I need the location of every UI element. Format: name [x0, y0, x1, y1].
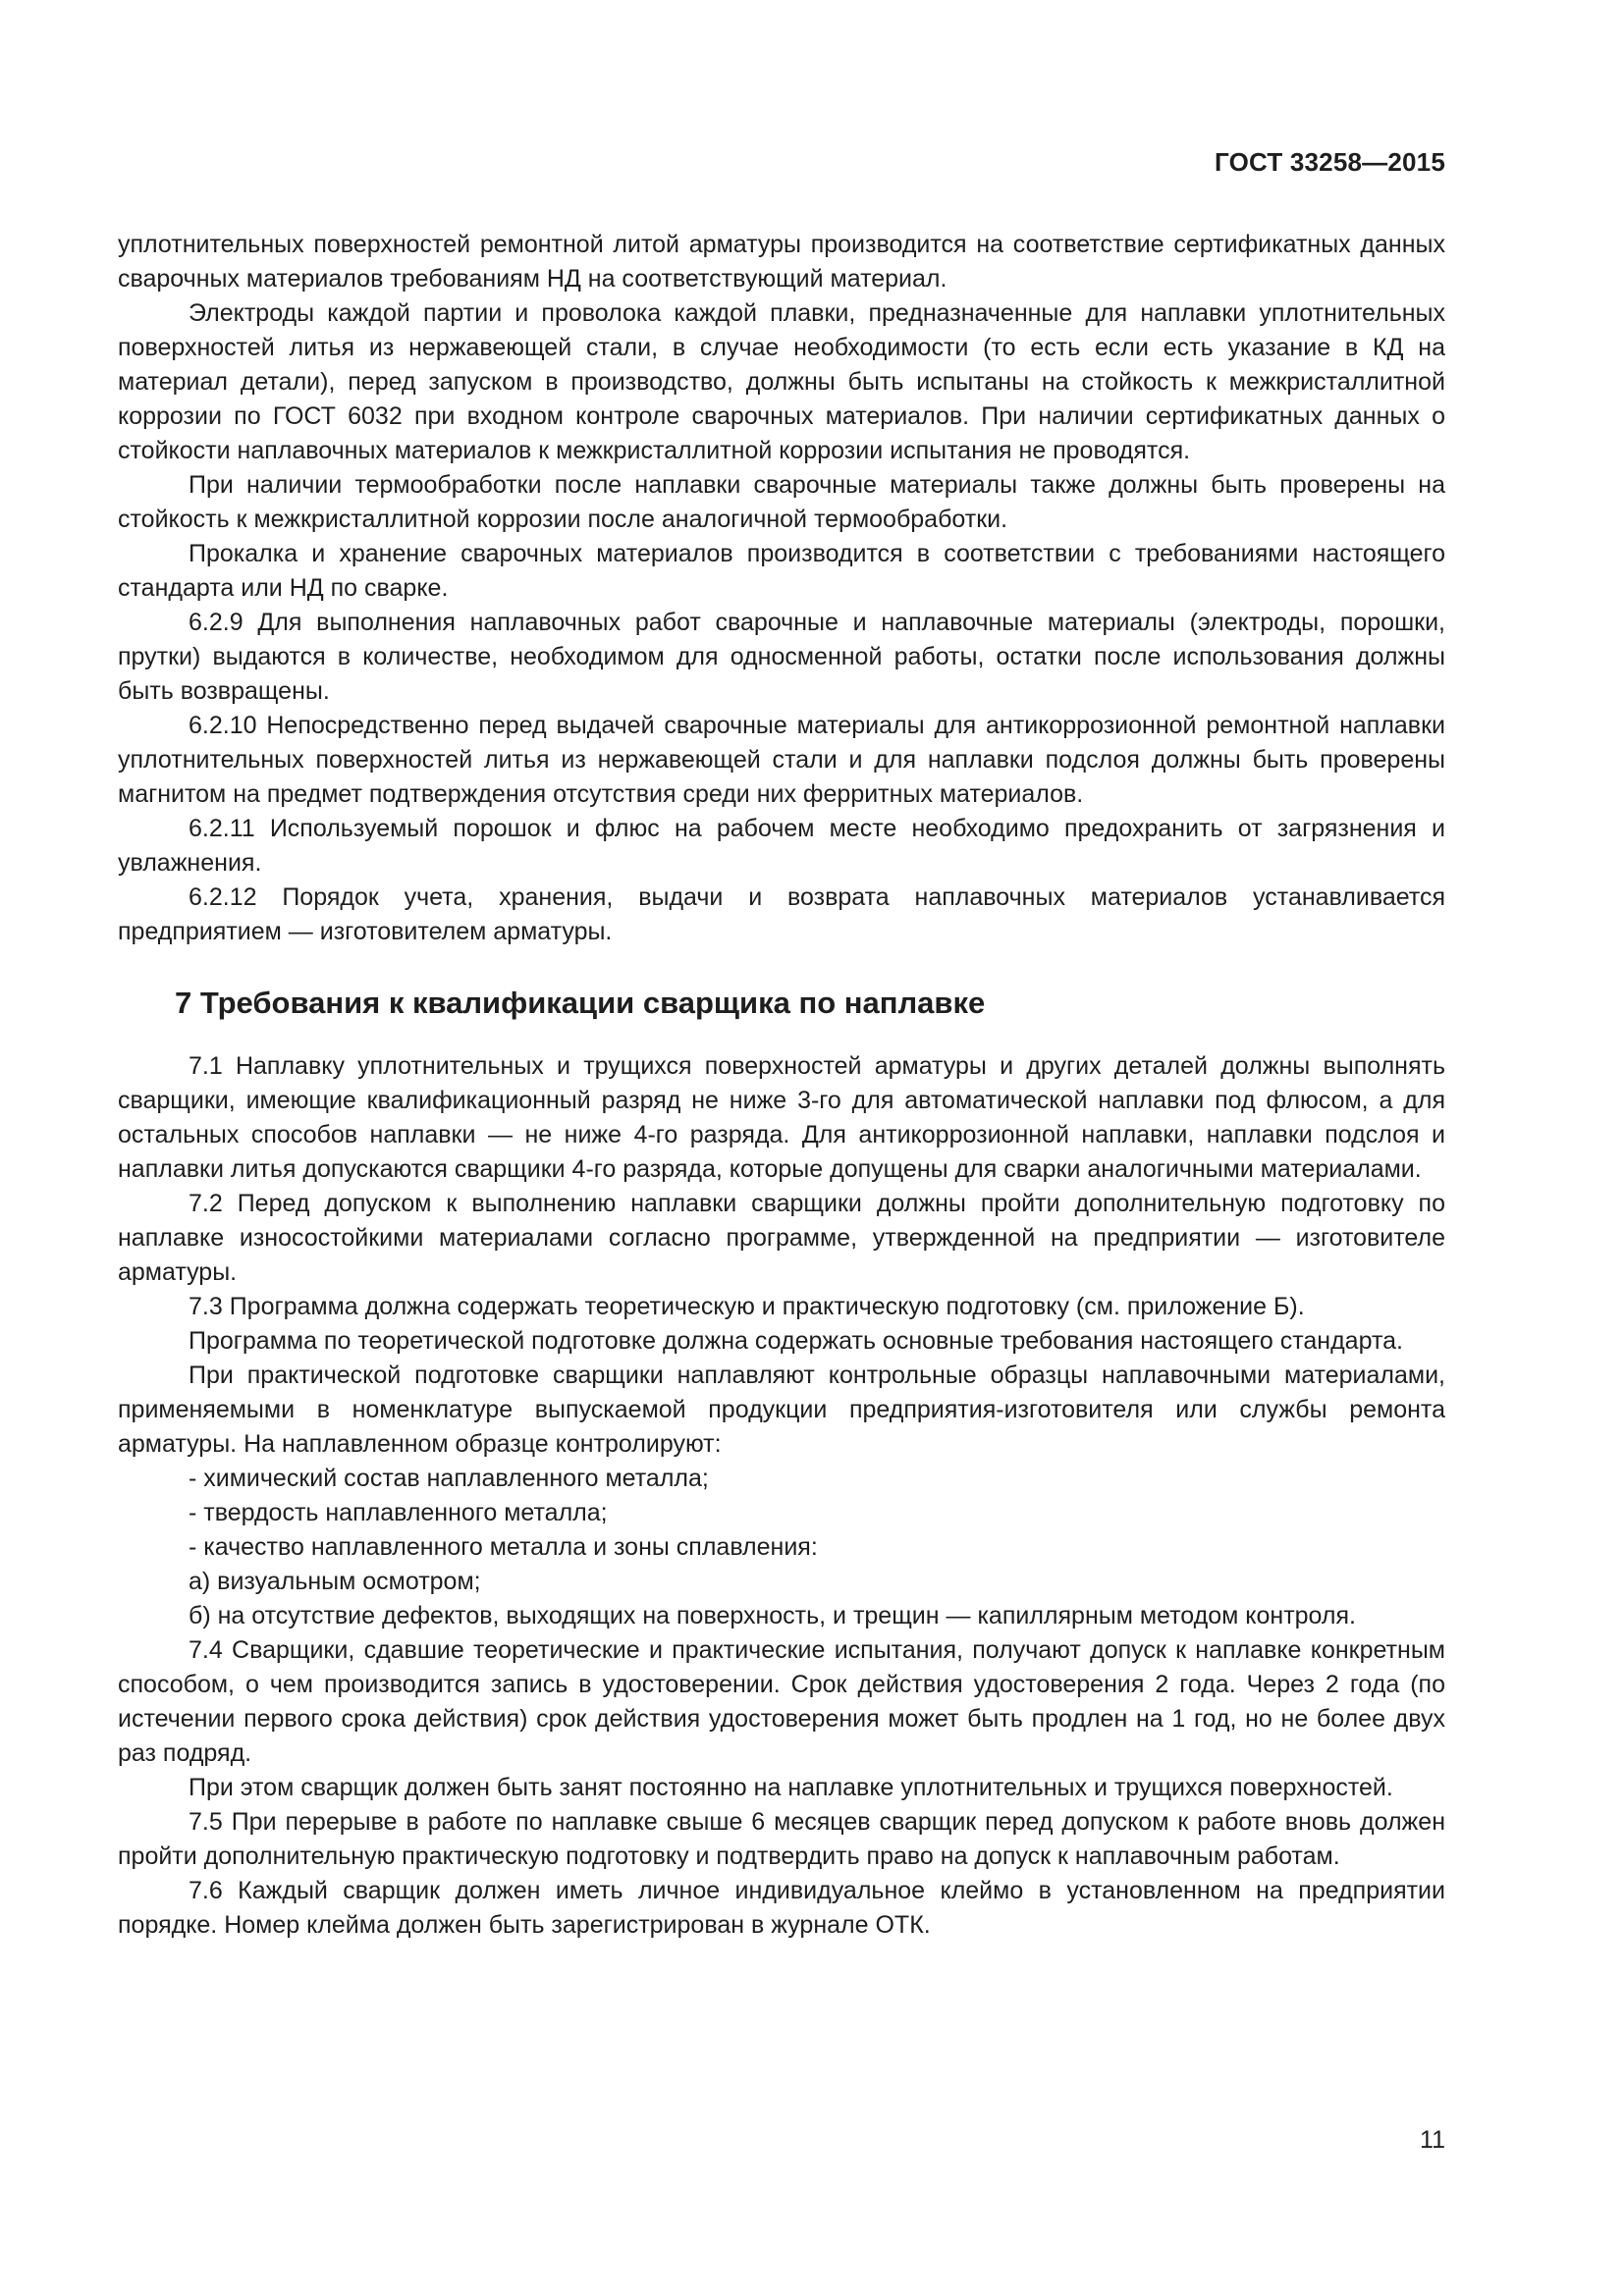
list-item-visual-inspection: а) визуальным осмотром; [189, 1568, 481, 1595]
clause-7-2: 7.2 Перед допуском к выполнению наплавки сварщики должны пройти дополнительную подготовку по наплавке износостойкими материалами согласно программе, утвержденной на предприятии — изготовителе арматуры. [118, 1190, 1445, 1286]
clause-7-3: 7.3 Программа должна содержать теоретическую и практическую подготовку (см. приложение Б). [189, 1293, 1305, 1320]
clause-7-1: 7.1 Наплавку уплотнительных и трущихся поверхностей арматуры и других деталей должны выполнять сварщики, имеющие квалификационный разряд не ниже 3-го для автоматической наплавки под флюсом, а для остальных способов наплавки — не ниже 4-го разряда. Для антикоррозионной наплавки, наплавки подслоя и наплавки литья допускаются сварщики 4-го разряда, которые допущены для сварки аналогичными материалами. [118, 1052, 1445, 1183]
clause-6-2-11: 6.2.11 Используемый порошок и флюс на рабочем месте необходимо предохранить от загрязнения и увлажнения. [118, 815, 1445, 877]
body-text [118, 228, 1445, 1943]
clause-7-6: 7.6 Каждый сварщик должен иметь личное индивидуальное клеймо в установленном на предприятии порядке. Номер клейма должен быть зарегистрирован в журнале ОТК. [118, 1877, 1445, 1939]
list-item-capillary-method: б) на отсутствие дефектов, выходящих на поверхность, и трещин — капиллярным методом контроля. [189, 1602, 1356, 1629]
page-number: 11 [1420, 2126, 1445, 2154]
list-item-chemical-composition: - химический состав наплавленного металла; [189, 1465, 709, 1492]
list-item-hardness: - твердость наплавленного металла; [189, 1499, 608, 1526]
paragraph-theory-program: Программа по теоретической подготовке должна содержать основные требования настоящего стандарта. [189, 1327, 1403, 1355]
paragraph-electrodes-testing: Электроды каждой партии и проволока каждой плавки, предназначенные для наплавки уплотнительных поверхностей литья из нержавеющей стали, в случае необходимости (то есть если есть указание в КД на материал детали), перед запуском в производство, должны быть испытаны на стойкость к межкристаллитной коррозии по ГОСТ 6032 при входном контроле сварочных материалов. При наличии сертификатных данных о стойкости наплавочных материалов к межкристаллитной коррозии испытания не проводятся. [118, 299, 1445, 464]
clause-6-2-12: 6.2.12 Порядок учета, хранения, выдачи и возврата наплавочных материалов устанавливается предприятием — изготовителем арматуры. [118, 883, 1445, 945]
clause-7-5: 7.5 При перерыве в работе по наплавке свыше 6 месяцев сварщик перед допуском к работе вновь должен пройти дополнительную практическую подготовку и подтвердить право на допуск к наплавочным работам. [118, 1808, 1445, 1870]
clause-6-2-10: 6.2.10 Непосредственно перед выдачей сварочные материалы для антикоррозионной ремонтной наплавки уплотнительных поверхностей литья из нержавеющей стали и для наплавки подслоя должны быть проверены магнитом на предмет подтверждения отсутствия среди них ферритных материалов. [118, 712, 1445, 808]
paragraph-continuation: уплотнительных поверхностей ремонтной литой арматуры производится на соответствие сертификатных данных сварочных материалов требованиям НД на соответствующий материал. [118, 231, 1445, 293]
section-heading-7: 7 Требования к квалификации сварщика по наплавке [175, 986, 986, 1020]
paragraph-constant-employment: При этом сварщик должен быть занят постоянно на наплавке уплотнительных и трущихся поверхностей. [189, 1774, 1393, 1801]
running-header-doc-code: ГОСТ 33258—2015 [1215, 147, 1445, 177]
clause-7-4: 7.4 Сварщики, сдавшие теоретические и практические испытания, получают допуск к наплавке конкретным способом, о чем производится запись в удостоверении. Срок действия удостоверения 2 года. Через 2 года (по истечении первого срока действия) срок действия удостоверения может быть продлен на 1 год, но не более двух раз подряд. [118, 1636, 1445, 1767]
list-item-quality: - качество наплавленного металла и зоны сплавления: [189, 1533, 818, 1561]
clause-6-2-9: 6.2.9 Для выполнения наплавочных работ сварочные и наплавочные материалы (электроды, порошки, прутки) выдаются в количестве, необходимом для односменной работы, остатки после использования должны быть возвращены. [118, 609, 1445, 705]
paragraph-calcination-storage: Прокалка и хранение сварочных материалов производится в соответствии с требованиями настоящего стандарта или НД по сварке. [118, 540, 1445, 602]
paragraph-practical-training: При практической подготовке сварщики наплавляют контрольные образцы наплавочными материалами, применяемыми в номенклатуре выпускаемой продукции предприятия-изготовителя или службы ремонта арматуры. На наплавленном образце контролируют: [118, 1362, 1445, 1458]
paragraph-heat-treatment: При наличии термообработки после наплавки сварочные материалы также должны быть проверены на стойкость к межкристаллитной коррозии после аналогичной термообработки. [118, 471, 1445, 533]
